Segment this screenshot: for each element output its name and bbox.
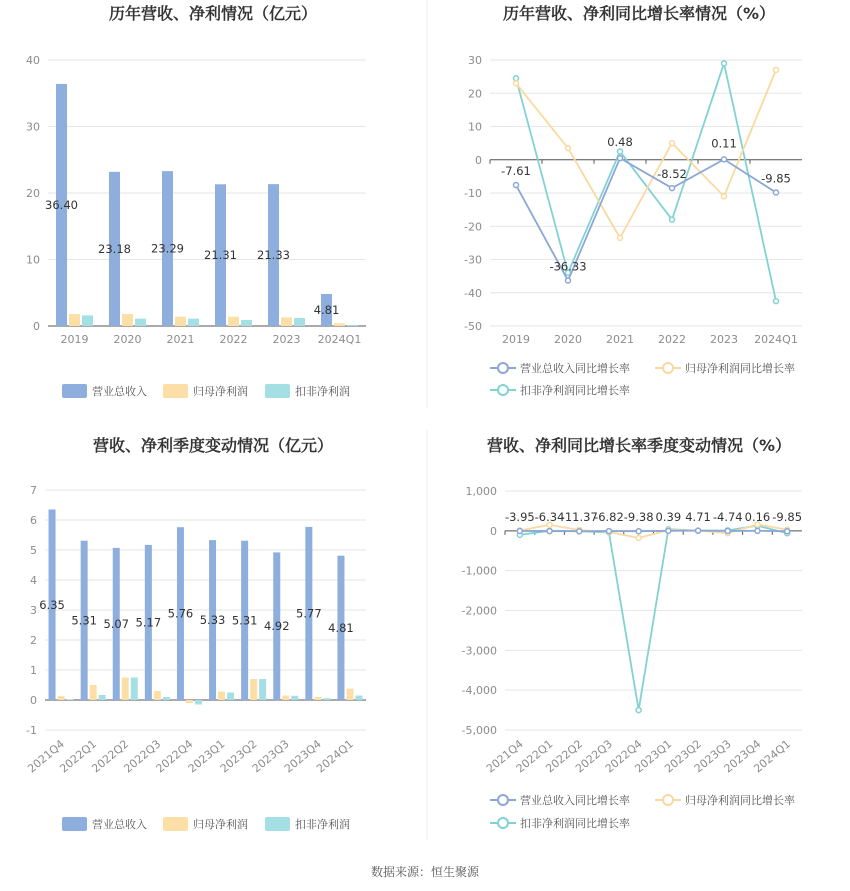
data-point	[618, 149, 623, 154]
legend-swatch[interactable]	[163, 817, 188, 831]
y-tick-label: 1	[30, 664, 37, 677]
x-tick-label: 2022Q1	[513, 737, 556, 776]
x-tick-label: 2023Q2	[217, 737, 260, 776]
data-point	[670, 141, 675, 146]
line-value-label: 0.11	[711, 136, 737, 151]
series-line	[516, 70, 776, 238]
data-point	[636, 708, 641, 713]
line-value-label: -9.85	[761, 171, 791, 186]
legend-swatch-marker[interactable]	[498, 795, 508, 805]
bar	[186, 700, 193, 703]
bar	[347, 325, 358, 326]
annual-revenue-profit-bar-chart	[26, 4, 366, 398]
series-line	[520, 526, 787, 710]
x-tick-label: 2022Q2	[543, 737, 586, 776]
data-point	[618, 235, 623, 240]
x-tick-label: 2023Q1	[185, 737, 228, 776]
y-tick-label: -40	[464, 286, 482, 300]
bar-value-label: 5.31	[231, 613, 258, 628]
y-tick-label: 3	[30, 604, 37, 617]
y-tick-label: -3,000	[461, 644, 497, 658]
bar	[58, 696, 65, 700]
bar-value-label: 23.29	[151, 241, 184, 256]
x-tick-label: 2020	[113, 333, 142, 346]
y-tick-label: 6	[30, 514, 37, 527]
y-tick-label: 30	[26, 120, 40, 134]
data-point	[566, 278, 571, 283]
y-tick-label: -10	[464, 187, 482, 200]
data-point	[725, 529, 730, 534]
legend-label[interactable]: 归母净利润同比增长率	[685, 362, 795, 375]
data-point	[606, 529, 611, 534]
data-point	[670, 186, 675, 191]
line-value-label: -6.34	[534, 509, 565, 524]
legend-swatch-marker[interactable]	[663, 363, 673, 373]
chart-title: 历年营收、净利情况（亿元）	[108, 4, 318, 23]
x-tick-label: 2024Q1	[317, 333, 362, 346]
x-tick-label: 2020	[554, 333, 582, 346]
x-tick-label: 2023Q3	[249, 737, 292, 776]
line-value-label: -4.74	[712, 509, 743, 524]
x-tick-label: 2024Q1	[751, 737, 794, 776]
legend-label[interactable]: 营业总收入	[92, 385, 147, 398]
x-tick-label: 2022	[658, 333, 686, 346]
bar	[90, 685, 97, 700]
legend-swatch[interactable]	[163, 384, 188, 398]
annual-growth-rate-line-chart	[464, 4, 802, 397]
y-tick-label: -2,000	[461, 604, 497, 618]
line-value-label: 0.48	[607, 135, 633, 150]
y-tick-label: 10	[26, 253, 40, 267]
x-tick-label: 2023	[710, 333, 738, 346]
line-value-label: -3.95	[504, 509, 535, 524]
bar	[282, 696, 289, 701]
y-tick-label: 2	[30, 634, 37, 647]
chart-title: 营收、净利季度变动情况（亿元）	[92, 436, 334, 455]
data-point	[514, 81, 519, 86]
bar	[294, 318, 305, 326]
line-value-label: 4.71	[685, 509, 711, 524]
legend-label[interactable]: 扣非净利润同比增长率	[520, 817, 630, 830]
bar-value-label: 21.33	[257, 248, 290, 263]
series-line	[520, 531, 787, 532]
x-tick-label: 2024Q1	[314, 737, 356, 776]
bar	[122, 678, 129, 701]
data-point	[577, 529, 582, 534]
y-tick-label: -1,000	[461, 564, 497, 578]
data-point	[722, 194, 727, 199]
bar-value-label: 5.76	[167, 606, 194, 621]
bar	[82, 315, 93, 326]
y-tick-label: -30	[464, 253, 482, 267]
bar	[154, 691, 161, 700]
x-tick-label: 2022Q1	[57, 737, 100, 776]
x-tick-label: 2024Q1	[754, 333, 798, 346]
line-value-label: -7.61	[501, 164, 531, 179]
x-tick-label: 2022Q2	[89, 737, 132, 776]
y-tick-label: 40	[26, 54, 40, 67]
data-point	[785, 529, 790, 534]
bar	[323, 698, 330, 700]
data-point	[636, 529, 641, 534]
legend-label[interactable]: 扣非净利润	[295, 818, 350, 831]
x-tick-label: 2023Q4	[281, 737, 324, 776]
x-tick-label: 2022Q4	[602, 737, 645, 776]
chart-title: 历年营收、净利同比增长率情况（%）	[502, 4, 776, 23]
y-tick-label: 20	[26, 187, 40, 200]
bar	[175, 317, 186, 326]
y-tick-label: -1	[26, 724, 37, 737]
quarterly-growth-rate-line-chart	[462, 436, 803, 830]
x-tick-label: 2022Q3	[573, 737, 615, 776]
y-tick-label: 0	[33, 320, 40, 333]
bar	[188, 319, 199, 326]
legend-swatch-marker[interactable]	[498, 385, 508, 395]
legend-label[interactable]: 营业总收入同比增长率	[520, 794, 630, 807]
bar-value-label: 5.77	[296, 606, 322, 621]
data-point	[670, 217, 675, 222]
data-point	[774, 299, 779, 304]
y-tick-label: 7	[30, 484, 37, 497]
data-source-footer: 数据来源：恒生聚源	[370, 865, 480, 879]
legend-swatch[interactable]	[62, 817, 87, 831]
x-tick-label: 2023Q2	[662, 737, 704, 776]
legend-label[interactable]: 扣非净利润同比增长率	[520, 384, 630, 397]
x-tick-label: 2022Q4	[153, 737, 196, 776]
legend-label[interactable]: 营业总收入	[92, 818, 147, 831]
y-tick-label: -4,000	[461, 684, 497, 698]
x-tick-label: 2021	[606, 333, 634, 346]
y-tick-label: 20	[468, 87, 482, 101]
bar	[99, 695, 106, 700]
bar-value-label: 23.18	[98, 241, 131, 256]
bar	[346, 689, 353, 700]
x-tick-label: 2019	[502, 333, 530, 346]
bar-value-label: 36.40	[45, 197, 78, 212]
chart-title: 营收、净利同比增长率季度变动情况（%）	[486, 436, 792, 455]
bar-value-label: 5.17	[135, 615, 162, 630]
bar	[227, 693, 234, 701]
x-tick-label: 2021Q4	[483, 737, 526, 776]
x-tick-label: 2023Q4	[721, 737, 764, 776]
data-point	[755, 528, 760, 533]
line-value-label: -9.85	[772, 509, 803, 524]
bar	[135, 319, 146, 326]
x-tick-label: 2023Q3	[691, 737, 734, 776]
bar-value-label: 4.81	[313, 303, 340, 318]
x-tick-label: 2023Q1	[632, 737, 675, 776]
line-value-label: -36.33	[549, 259, 587, 274]
bar	[291, 696, 298, 700]
bar	[218, 692, 225, 700]
y-tick-label: -20	[464, 220, 482, 234]
bar	[122, 314, 133, 326]
bar	[259, 679, 266, 700]
legend-label[interactable]: 归母净利润	[193, 818, 248, 831]
data-point	[722, 157, 727, 162]
legend-label[interactable]: 归母净利润同比增长率	[685, 794, 795, 807]
bar	[195, 700, 202, 705]
y-tick-label: 30	[468, 54, 482, 67]
bar	[355, 696, 362, 701]
data-point	[774, 190, 779, 195]
y-tick-label: 0	[475, 153, 482, 167]
x-tick-label: 2022Q3	[121, 737, 164, 776]
line-value-label: -6.82	[594, 509, 624, 524]
x-tick-label: 2022	[219, 333, 248, 346]
data-point	[636, 536, 641, 541]
data-point	[517, 528, 522, 533]
y-tick-label: 0	[30, 694, 37, 707]
data-point	[722, 61, 727, 66]
bar	[250, 679, 257, 700]
bar-value-label: 4.92	[263, 619, 290, 634]
data-point	[618, 156, 623, 161]
legend-swatch-marker[interactable]	[498, 818, 508, 828]
data-point	[696, 528, 701, 533]
data-point	[514, 183, 519, 188]
bar	[131, 678, 138, 701]
legend-swatch[interactable]	[265, 384, 290, 398]
x-tick-label: 2021Q4	[25, 737, 67, 776]
bar-value-label: 5.33	[199, 613, 226, 628]
bar-value-label: 5.31	[71, 613, 97, 628]
legend-swatch-marker[interactable]	[663, 795, 673, 805]
line-value-label: -11.37	[560, 509, 598, 524]
legend-label[interactable]: 扣非净利润	[295, 385, 350, 398]
bar	[334, 323, 345, 326]
bar	[281, 317, 292, 326]
bar	[314, 697, 321, 700]
y-tick-label: 5	[30, 544, 37, 557]
line-value-label: 0.39	[655, 509, 682, 524]
bar-value-label: 5.07	[103, 616, 130, 631]
line-value-label: 0.16	[744, 509, 771, 524]
quarterly-revenue-profit-bar-chart	[25, 436, 366, 831]
line-value-label: -9.38	[623, 509, 654, 524]
y-tick-label: 4	[30, 574, 37, 587]
bar	[228, 317, 239, 326]
legend-label[interactable]: 归母净利润	[193, 385, 248, 398]
data-point	[547, 529, 552, 534]
legend-label[interactable]: 营业总收入同比增长率	[520, 362, 630, 375]
bar-value-label: 21.31	[204, 248, 237, 263]
bar	[67, 699, 74, 700]
bar-value-label: 4.81	[328, 620, 354, 635]
y-tick-label: 0	[490, 524, 497, 538]
y-tick-label: 10	[468, 120, 482, 134]
bar	[241, 320, 252, 326]
data-point	[774, 67, 779, 72]
data-point	[666, 528, 671, 533]
x-tick-label: 2021	[166, 333, 195, 346]
y-tick-label: -5,000	[461, 724, 497, 737]
legend-swatch-marker[interactable]	[498, 363, 508, 373]
x-tick-label: 2019	[60, 333, 89, 346]
legend-swatch[interactable]	[62, 384, 87, 398]
x-tick-label: 2023	[272, 333, 301, 346]
data-point	[566, 146, 571, 151]
line-value-label: -8.52	[657, 167, 687, 182]
y-tick-label: -50	[464, 320, 482, 333]
bar	[163, 697, 170, 700]
legend-swatch[interactable]	[265, 817, 290, 831]
bar	[69, 314, 80, 326]
y-tick-label: 1,000	[465, 485, 497, 498]
bar-value-label: 6.35	[39, 597, 65, 612]
